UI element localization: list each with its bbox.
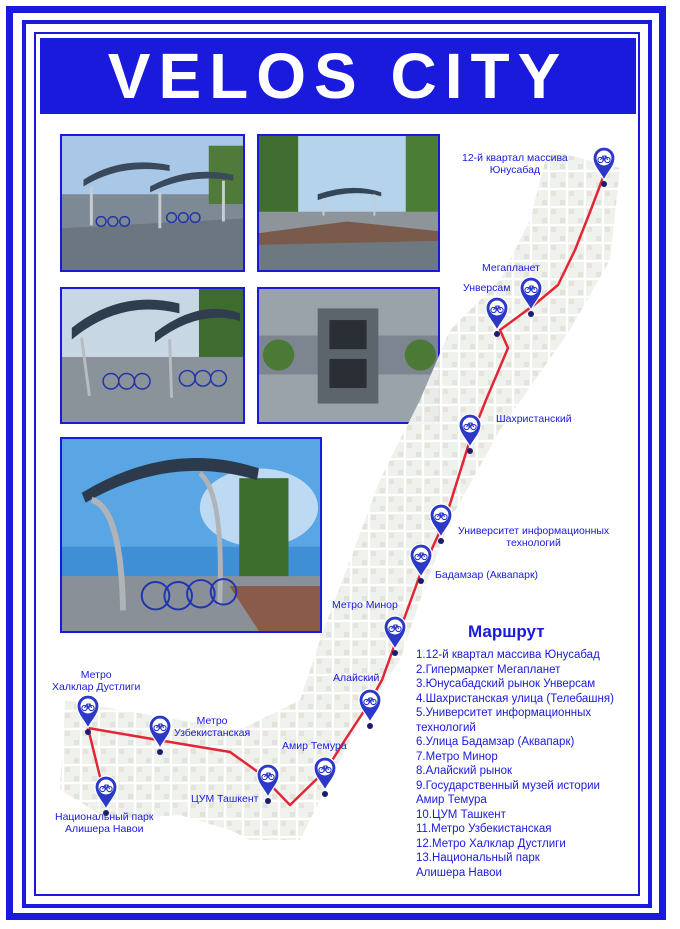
legend-item: 9.Государственный музей истории — [416, 779, 600, 792]
legend-item: 11.Метро Узбекистанская — [416, 823, 552, 835]
stop-label-6: Бадамзар (Аквапарк) — [435, 569, 539, 581]
legend-item: 1.12-й квартал массива Юнусабад — [416, 649, 600, 661]
stop-label-12: Метро Халклар Дустлиги — [52, 669, 141, 693]
legend-item: 7.Метро Минор — [416, 750, 498, 763]
route-legend — [416, 622, 614, 880]
stop-label-9: Амир Темура — [282, 740, 347, 752]
stop-label-4: Шахристанский — [496, 413, 572, 425]
stop-label-10: ЦУМ Ташкент — [191, 793, 259, 805]
legend-item: 4.Шахристанская улица (Телебашня) — [416, 692, 614, 705]
legend-item: 6.Улица Бадамзар (Аквапарк) — [416, 736, 575, 748]
stop-label-8: Алайский — [333, 672, 380, 684]
legend-title: Маршрут — [468, 622, 545, 641]
stop-label-3: Унверсам — [463, 282, 511, 294]
bike-stop-pin-icon[interactable] — [359, 689, 381, 729]
stop-label-1: 12-й квартал массива Юнусабад — [462, 152, 568, 176]
legend-list — [416, 648, 614, 880]
legend-item: 13.Национальный парк — [416, 852, 540, 864]
stop-label-11: Метро Узбекистанская — [174, 715, 251, 739]
legend-item: 2.Гипермаркет Мегапланет — [416, 663, 561, 676]
stop-label-5: Университет информационных технологий — [458, 525, 610, 549]
stop-label-2: Мегапланет — [482, 262, 540, 274]
stop-label-7: Метро Минор — [332, 599, 398, 611]
page-title: VELOS CITY — [107, 40, 569, 112]
legend-item: 5.Университет информационных — [416, 707, 592, 719]
legend-item: 8.Алайский рынок — [416, 765, 513, 777]
legend-item: 10.ЦУМ Ташкент — [416, 808, 506, 821]
legend-item: 3.Юнусабадский рынок Унверсам — [416, 678, 596, 690]
stop-label-13: Национальный парк Алишера Навои — [55, 811, 154, 835]
legend-item: технологий — [416, 721, 476, 734]
legend-item: Амир Темура — [416, 794, 487, 806]
legend-item: Алишера Навои — [416, 866, 502, 879]
legend-item: 12.Метро Халклар Дустлиги — [416, 837, 566, 850]
